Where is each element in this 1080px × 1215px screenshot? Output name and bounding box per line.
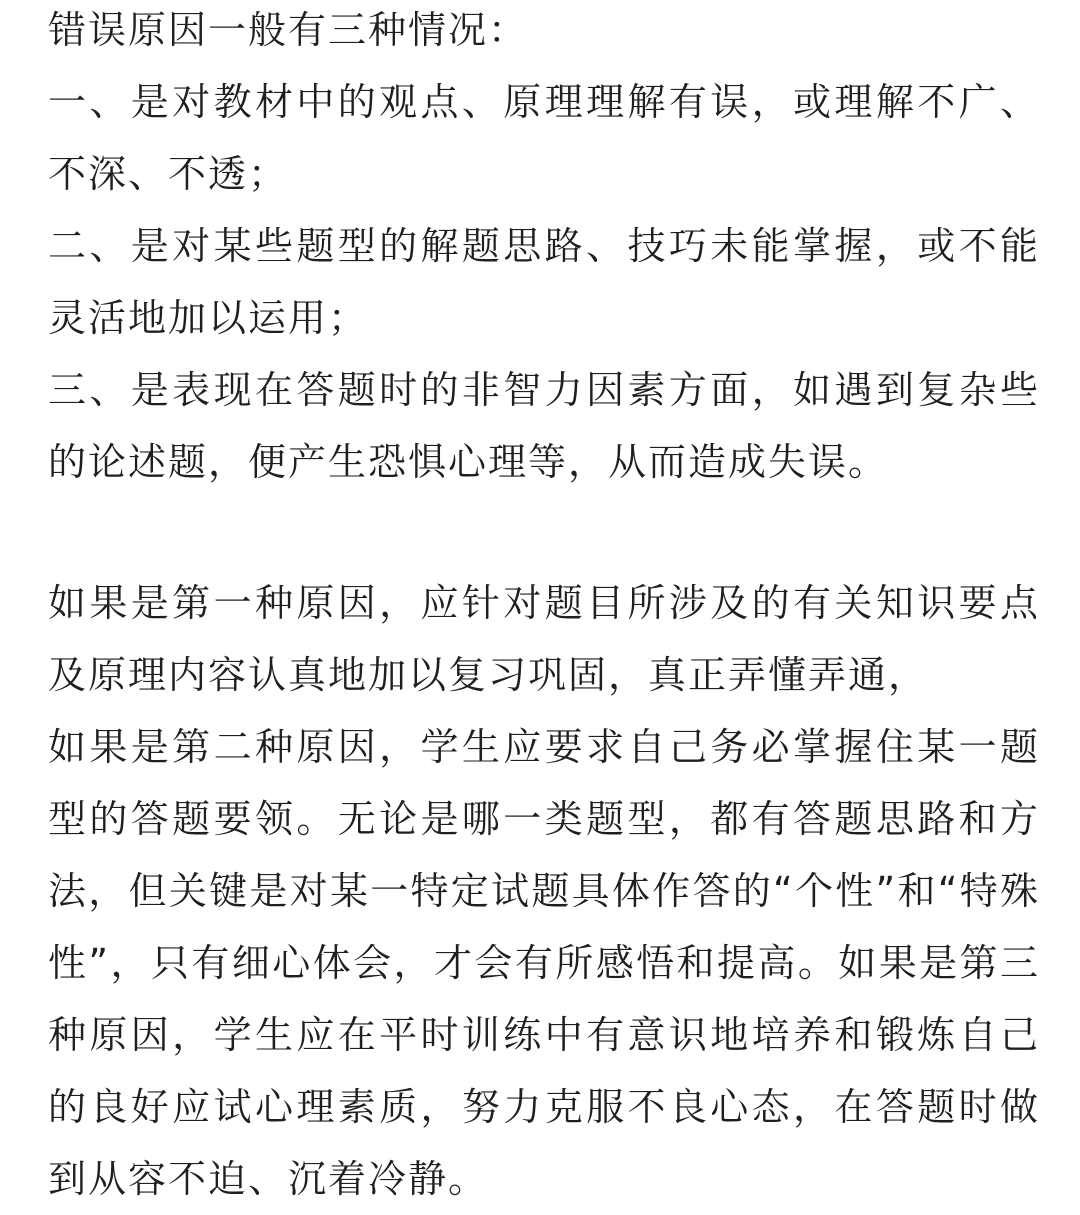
cause-three: 三、是表现在答题时的非智力因素方面，如遇到复杂些的论述题，便产生恐惧心理等，从而造成失误。: [48, 368, 1040, 484]
error-causes-section: [48, 0, 1040, 498]
cause-two: 二、是对某些题型的解题思路、技巧未能掌握，或不能灵活地加以运用；: [48, 224, 1040, 340]
remedies-section: [48, 567, 1040, 1215]
cause-one: 一、是对教材中的观点、原理理解有误，或理解不广、不深、不透；: [48, 80, 1040, 196]
causes-intro: 错误原因一般有三种情况：: [48, 8, 529, 52]
remedy-second-third-cause: 如果是第二种原因，学生应要求自己务必掌握住某一题型的答题要领。无论是哪一类题型，都有答题思路和方法，但关键是对某一特定试题具体作答的“个性”和“特殊性”，只有细心体会，才会有所感悟和提高。如果是第三种原因，学生应在平时训练中有意识地培养和锻炼自己的良好应试心理素质，努力克服不良心态，在答题时做到从容不迫、沉着冷静。: [48, 725, 1040, 1201]
remedy-first-cause: 如果是第一种原因，应针对题目所涉及的有关知识要点及原理内容认真地加以复习巩固，真正弄懂弄通，: [48, 581, 1040, 697]
